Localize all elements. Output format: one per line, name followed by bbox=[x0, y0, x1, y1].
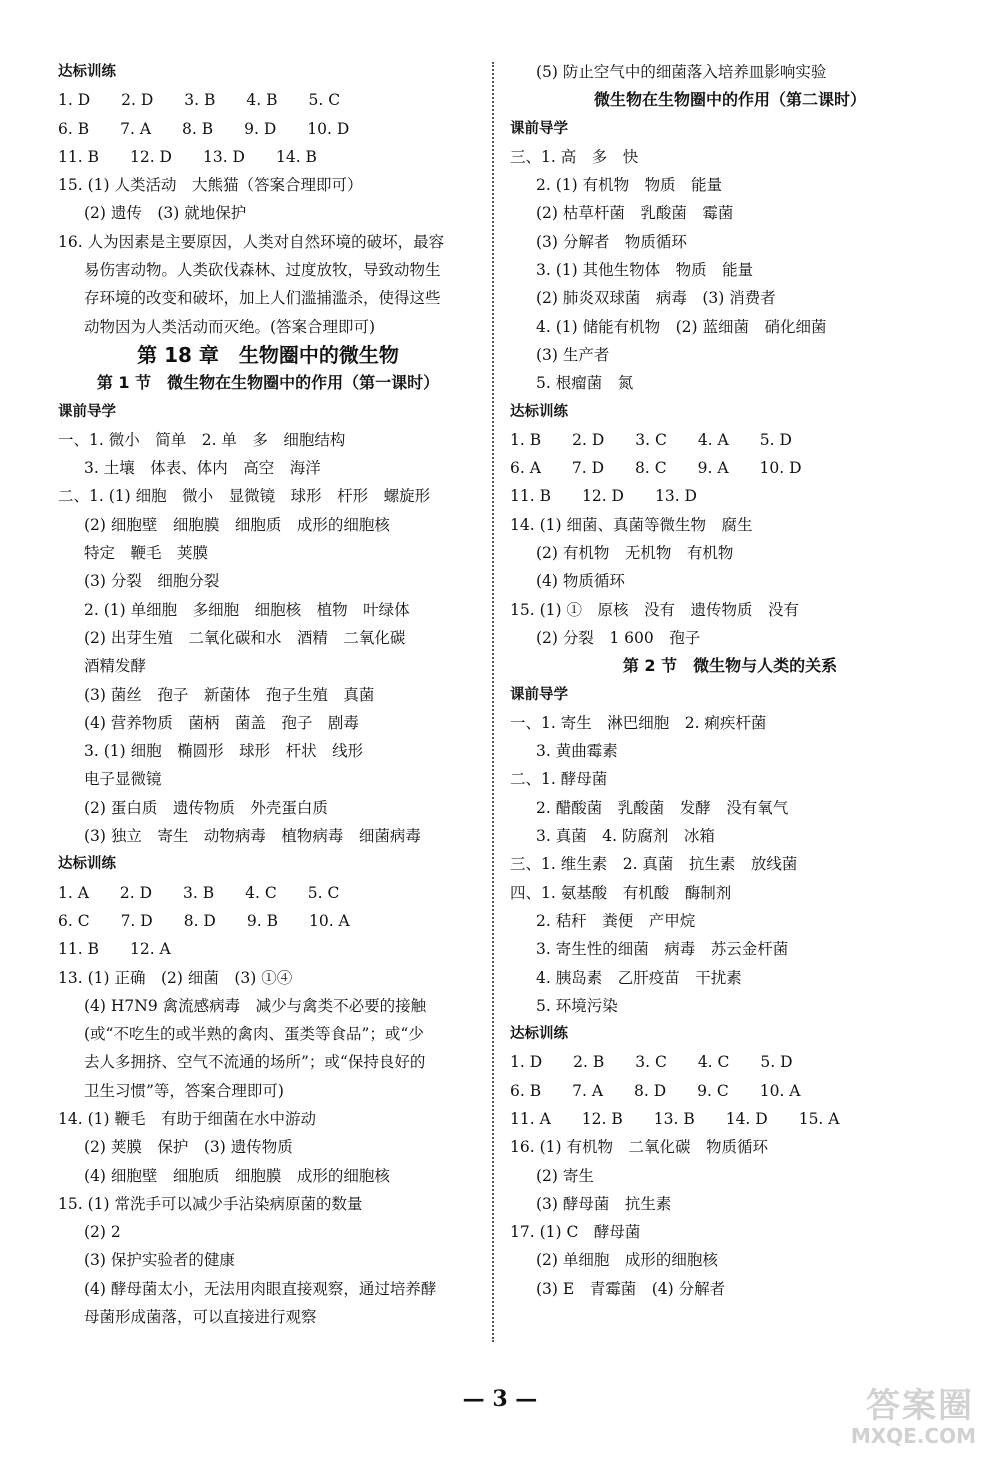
right-line: 微生物在生物圈中的作用（第二课时） bbox=[593, 90, 866, 110]
left-line: 11. B 12. A bbox=[58, 940, 171, 959]
left-line: 16. 人为因素是主要原因，人类对自然环境的破坏，最容 bbox=[58, 232, 445, 251]
right-line: 4. (1) 储能有机物 (2) 蓝细菌 硝化细菌 bbox=[536, 317, 827, 336]
right-line: 5. 环境污染 bbox=[536, 996, 618, 1015]
left-line: 酒精发酵 bbox=[84, 657, 147, 676]
right-line: 17. (1) C 酵母菌 bbox=[510, 1223, 641, 1242]
right-line: 1. D 2. B 3. C 4. C 5. D bbox=[510, 1053, 793, 1072]
left-line: 第 1 节 微生物在生物圈中的作用（第一课时） bbox=[96, 373, 440, 393]
right-line: 3. 真菌 4. 防腐剂 冰箱 bbox=[536, 827, 715, 846]
left-line: 达标训练 bbox=[58, 64, 116, 80]
left-line: 6. B 7. A 8. B 9. D 10. D bbox=[58, 119, 350, 138]
right-line: (4) 物质循环 bbox=[536, 572, 625, 591]
left-line: (3) 保护实验者的健康 bbox=[84, 1251, 235, 1270]
right-line: 2. 秸秆 粪便 产甲烷 bbox=[536, 911, 696, 930]
right-line: (3) 酵母菌 抗生素 bbox=[536, 1194, 672, 1213]
right-line: 6. B 7. A 8. D 9. C 10. A bbox=[510, 1081, 801, 1100]
right-line: 4. 胰岛素 乙肝疫苗 干扰素 bbox=[536, 968, 742, 987]
right-line: 15. (1) ① 原核 没有 遗传物质 没有 bbox=[510, 600, 799, 619]
right-line: 3. 寄生性的细菌 病毒 苏云金杆菌 bbox=[536, 940, 789, 959]
right-line: (3) 分解者 物质循环 bbox=[536, 232, 687, 251]
right-line: 三、1. 维生素 2. 真菌 抗生素 放线菌 bbox=[510, 855, 798, 874]
right-line: (5) 防止空气中的细菌落入培养皿影响实验 bbox=[536, 63, 827, 81]
left-line: (4) 营养物质 菌柄 菌盖 孢子 剧毒 bbox=[84, 713, 359, 732]
left-line: 动物因为人类活动而灭绝。(答案合理即可) bbox=[84, 317, 376, 336]
left-line: (4) H7N9 禽流感病毒 减少与禽类不必要的接触 bbox=[84, 996, 427, 1015]
right-line: 14. (1) 细菌、真菌等微生物 腐生 bbox=[510, 515, 753, 534]
left-line: (3) 菌丝 孢子 新菌体 孢子生殖 真菌 bbox=[84, 685, 375, 704]
right-line: (2) 寄生 bbox=[536, 1166, 594, 1185]
right-line: 3. (1) 其他生物体 物质 能量 bbox=[536, 261, 754, 280]
left-line: 课前导学 bbox=[58, 403, 116, 420]
left-line: (3) 独立 寄生 动物病毒 植物病毒 细菌病毒 bbox=[84, 827, 421, 846]
left-line: (4) 细胞壁 细胞质 细胞膜 成形的细胞核 bbox=[84, 1166, 390, 1185]
left-line: 14. (1) 鞭毛 有助于细菌在水中游动 bbox=[58, 1109, 316, 1128]
left-line: 6. C 7. D 8. D 9. B 10. A bbox=[58, 911, 350, 930]
left-line: 第 18 章 生物圈中的微生物 bbox=[137, 342, 399, 367]
right-line: 一、1. 寄生 淋巴细胞 2. 痢疾杆菌 bbox=[510, 713, 767, 732]
left-line: 一、1. 微小 简单 2. 单 多 细胞结构 bbox=[58, 430, 346, 449]
left-line: 达标训练 bbox=[58, 856, 116, 873]
left-line: 二、1. (1) 细胞 微小 显微镜 球形 杆形 螺旋形 bbox=[58, 487, 431, 506]
left-column bbox=[58, 58, 478, 1331]
right-line: 达标训练 bbox=[510, 403, 568, 420]
right-line: 课前导学 bbox=[510, 686, 568, 703]
left-line: 15. (1) 人类活动 大熊猫（答案合理即可） bbox=[58, 176, 363, 195]
left-line: 3. 土壤 体表、体内 高空 海洋 bbox=[84, 459, 321, 478]
right-line: 四、1. 氨基酸 有机酸 酶制剂 bbox=[510, 883, 732, 902]
right-line: 三、1. 高 多 快 bbox=[510, 147, 639, 166]
right-line: (3) 生产者 bbox=[536, 345, 610, 364]
left-line: (或“不吃生的或半熟的禽肉、蛋类等食品”；或“少 bbox=[84, 1025, 424, 1044]
right-column bbox=[510, 58, 950, 1303]
right-line: 二、1. 酵母菌 bbox=[510, 770, 608, 789]
left-line: (2) 2 bbox=[84, 1223, 121, 1242]
right-line: 6. A 7. D 8. C 9. A 10. D bbox=[510, 459, 802, 478]
left-line: 易伤害动物。人类砍伐森林、过度放牧，导致动物生 bbox=[84, 261, 441, 280]
left-line: 卫生习惯”等，答案合理即可) bbox=[84, 1081, 284, 1100]
right-line: 达标训练 bbox=[510, 1026, 568, 1043]
right-line: 16. (1) 有机物 二氧化碳 物质循环 bbox=[510, 1138, 768, 1157]
right-line: 11. A 12. B 13. B 14. D 15. A bbox=[510, 1109, 840, 1128]
right-line: 11. B 12. D 13. D bbox=[510, 487, 697, 506]
left-line: (3) 分裂 细胞分裂 bbox=[84, 572, 220, 591]
left-line: 11. B 12. D 13. D 14. B bbox=[58, 147, 317, 166]
right-line: 第 2 节 微生物与人类的关系 bbox=[622, 656, 838, 676]
left-line: 存环境的改变和破坏，加上人们滥捕滥杀，使得这些 bbox=[84, 289, 441, 308]
left-line: (4) 酵母菌太小，无法用肉眼直接观察，通过培养酵 bbox=[84, 1279, 437, 1298]
right-line: 2. (1) 有机物 物质 能量 bbox=[536, 176, 723, 195]
right-line: 3. 黄曲霉素 bbox=[536, 742, 618, 761]
right-line: 课前导学 bbox=[510, 120, 568, 137]
left-line: (2) 出芽生殖 二氧化碳和水 酒精 二氧化碳 bbox=[84, 628, 406, 647]
watermark-logo bbox=[812, 1378, 982, 1448]
right-line: (2) 单细胞 成形的细胞核 bbox=[536, 1251, 718, 1270]
left-line: 15. (1) 常洗手可以减少手沾染病原菌的数量 bbox=[58, 1194, 363, 1213]
left-line: 去人多拥挤、空气不流通的场所”；或“保持良好的 bbox=[84, 1053, 426, 1072]
right-line: 2. 醋酸菌 乳酸菌 发酵 没有氧气 bbox=[536, 798, 789, 817]
right-line: (2) 枯草杆菌 乳酸菌 霉菌 bbox=[536, 204, 734, 223]
watermark-site: MXQE.COM bbox=[850, 1424, 976, 1448]
left-line: 3. (1) 细胞 椭圆形 球形 杆状 线形 bbox=[84, 742, 364, 761]
watermark-text: 答案圈 bbox=[866, 1386, 974, 1426]
left-line: (2) 遗传 (3) 就地保护 bbox=[84, 204, 247, 223]
column-divider bbox=[492, 62, 494, 1342]
right-line: (2) 肺炎双球菌 病毒 (3) 消费者 bbox=[536, 289, 776, 308]
page-number: — 3 — bbox=[462, 1386, 538, 1412]
left-line: (2) 蛋白质 遗传物质 外壳蛋白质 bbox=[84, 798, 328, 817]
left-line: 1. D 2. D 3. B 4. B 5. C bbox=[58, 91, 341, 110]
right-line: 5. 根瘤菌 氮 bbox=[536, 374, 634, 393]
right-line: 1. B 2. D 3. C 4. A 5. D bbox=[510, 430, 792, 449]
right-line: (2) 分裂 1 600 孢子 bbox=[536, 628, 701, 647]
left-line: (2) 细胞壁 细胞膜 细胞质 成形的细胞核 bbox=[84, 515, 390, 534]
left-line: 1. A 2. D 3. B 4. C 5. C bbox=[58, 883, 340, 902]
left-line: 2. (1) 单细胞 多细胞 细胞核 植物 叶绿体 bbox=[84, 600, 410, 619]
right-line: (3) E 青霉菌 (4) 分解者 bbox=[536, 1279, 726, 1298]
right-line: (2) 有机物 无机物 有机物 bbox=[536, 544, 734, 563]
left-line: 13. (1) 正确 (2) 细菌 (3) ①④ bbox=[58, 968, 293, 987]
left-line: 母菌形成菌落，可以直接进行观察 bbox=[84, 1308, 317, 1327]
left-line: 电子显微镜 bbox=[84, 770, 162, 789]
left-line: (2) 荚膜 保护 (3) 遗传物质 bbox=[84, 1138, 293, 1157]
left-line: 特定 鞭毛 荚膜 bbox=[84, 544, 209, 563]
